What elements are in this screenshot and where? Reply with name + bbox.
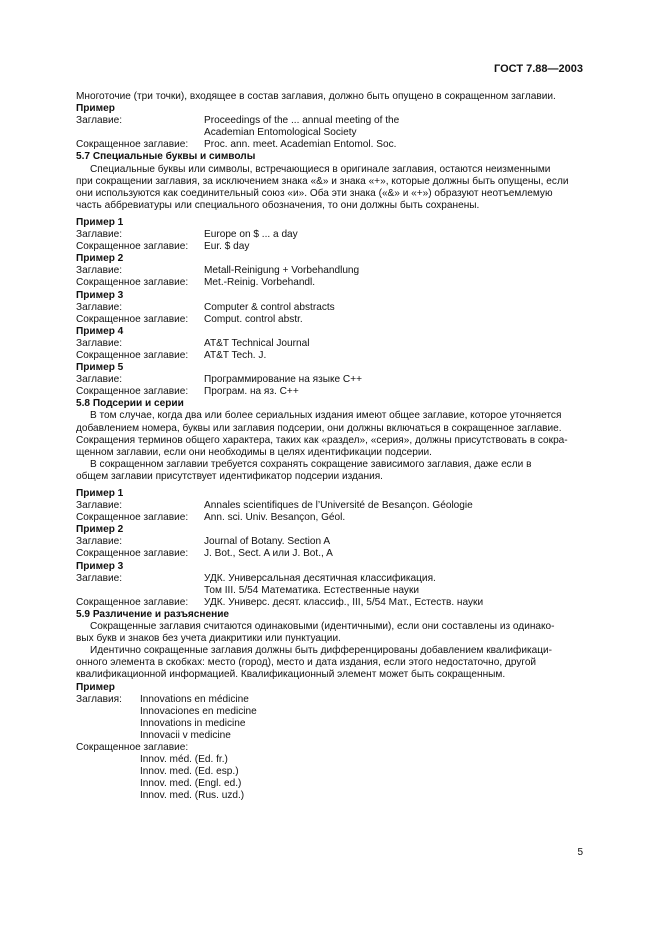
example-label: Пример 2 — [76, 524, 124, 536]
title-item: Innovations in medicine — [140, 717, 246, 729]
title-item: Innovaciones en medicine — [140, 705, 257, 717]
example-label: Пример 1 — [76, 216, 124, 228]
row-value: Ann. sci. Univ. Besançon, Géol. — [204, 512, 346, 524]
example-row — [76, 536, 585, 548]
row-key: Сокращенное заглавие: — [76, 139, 189, 151]
titles-list — [140, 694, 257, 742]
section-5-7-examples — [76, 217, 585, 398]
text-line: Идентично сокращенные заглавия должны быть дифференцированы добавлением квалификаци- — [90, 645, 552, 657]
example-label: Пример 3 — [76, 289, 124, 301]
row-key: Заглавие: — [76, 337, 123, 349]
row-key: Сокращенное заглавие: — [76, 313, 189, 325]
section-5-7-paragraph — [76, 164, 585, 212]
section-5-8-paragraph-2 — [76, 459, 585, 483]
example-row — [76, 115, 585, 139]
text-line: Сокращенные заглавия считаются одинаковыми (идентичными), если они составлены из одинако- — [90, 621, 555, 633]
short-title-item: Innov. med. (Ed. esp.) — [140, 766, 239, 778]
section-5-9-paragraph-1 — [76, 621, 585, 645]
example-row — [76, 302, 585, 314]
row-value: J. Bot., Sect. A или J. Bot., A — [204, 548, 333, 560]
text-line: добавлением номера, буквы или заглавия подсерии, они должны включаться в сокращенное заглавие. — [76, 422, 562, 434]
short-titles-label: Сокращенное заглавие: — [76, 741, 189, 753]
short-title-item: Innov. med. (Rus. uzd.) — [140, 790, 245, 802]
row-key: Заглавие: — [76, 265, 123, 277]
example-row — [76, 277, 585, 289]
row-key: Сокращенное заглавие: — [76, 548, 189, 560]
section-5-8-paragraph-1 — [76, 410, 585, 458]
intro-paragraph: Многоточие (три точки), входящее в состав заглавия, должно быть опущено в сокращенном заглавии. — [76, 91, 556, 102]
row-key: Заглавие: — [76, 115, 123, 127]
example-row — [76, 573, 585, 597]
text-line: В сокращенном заглавии требуется сохранять сокращение зависимого заглавия, даже если в — [90, 458, 532, 470]
row-key: Заглавие: — [76, 301, 123, 313]
section-title-5-7: 5.7 Специальные буквы и символы — [76, 151, 256, 163]
row-key: Сокращенное заглавие: — [76, 241, 189, 253]
row-key: Заглавие: — [76, 500, 123, 512]
title-item: Innovations en médicine — [140, 693, 249, 705]
example-label: Пример 4 — [76, 325, 124, 337]
section-title-5-9: 5.9 Различение и разъяснение — [76, 608, 230, 620]
example-label: Пример — [76, 103, 115, 115]
row-key: Сокращенное заглавие: — [76, 349, 189, 361]
example-label: Пример — [76, 681, 115, 693]
row-key: Заглавие: — [76, 536, 123, 548]
text-line: щенном заглавии, если они необходимы в целях идентификации подсерии. — [76, 446, 432, 458]
row-key: Заглавие: — [76, 572, 123, 584]
row-value: Eur. $ day — [204, 241, 250, 253]
text-line: вых букв и знаков без учета диакритики или пунктуации. — [76, 633, 341, 645]
example-label: Пример 3 — [76, 560, 124, 572]
example-label: Пример 2 — [76, 253, 124, 265]
row-key: Сокращенное заглавие: — [76, 386, 189, 398]
example-row — [76, 229, 585, 241]
text-line: В том случае, когда два или более сериальных издания имеют общее заглавие, которое уточняется — [90, 410, 562, 422]
example-row — [76, 241, 585, 253]
titles-block — [76, 694, 585, 742]
row-value — [204, 115, 585, 139]
row-value-line: Proceedings of the ... annual meeting of the — [204, 115, 400, 127]
example-row — [76, 597, 585, 609]
text-line: часть аббревиатуры или специального обозначения, то они должны быть сохранены. — [76, 199, 480, 211]
example-row — [76, 500, 585, 512]
example-row — [76, 139, 585, 151]
row-value: Europe on $ ... a day — [204, 229, 298, 241]
row-value: Met.-Reinig. Vorbehandl. — [204, 277, 316, 289]
row-value: Journal of Botany. Section A — [204, 536, 331, 548]
document-id: ГОСТ 7.88—2003 — [494, 63, 583, 75]
row-value: AT&T Technical Journal — [204, 337, 310, 349]
page-number: 5 — [577, 847, 583, 858]
row-value-line: УДК. Универсальная десятичная классификация. — [204, 572, 436, 584]
row-value-line: Том III. 5/54 Математика. Естественные науки — [204, 584, 420, 596]
row-value: Metall-Reinigung + Vorbehandlung — [204, 265, 360, 277]
row-value: Comput. control abstr. — [204, 313, 303, 325]
section-5-9-paragraph-2 — [76, 645, 585, 681]
example-row — [76, 386, 585, 398]
example-label: Пример 1 — [76, 488, 124, 499]
title-item: Innovacii v medicine — [140, 729, 231, 741]
text-line: Специальные буквы или символы, встречающиеся в оригинале заглавия, остаются неизменными — [90, 163, 551, 175]
row-value — [204, 573, 585, 597]
row-key: Сокращенное заглавие: — [76, 512, 189, 524]
row-value: Програм. на яз. C++ — [204, 386, 299, 398]
example-row — [76, 338, 585, 350]
row-key: Заглавие: — [76, 229, 123, 241]
row-value-line: Academian Entomological Society — [204, 127, 357, 139]
section-5-8-examples — [76, 488, 585, 609]
row-key: Сокращенное заглавие: — [76, 277, 189, 289]
row-key: Заглавие: — [76, 374, 123, 386]
row-value: УДК. Универс. десят. классиф., III, 5/54 Мат., Естеств. науки — [204, 596, 484, 608]
page-body — [76, 91, 585, 802]
example-row — [76, 350, 585, 362]
row-value: AT&T Tech. J. — [204, 349, 267, 361]
example-row — [76, 265, 585, 277]
text-line: квалификационной информацией. Квалификационный элемент может быть сокращенным. — [76, 669, 506, 681]
example-label: Пример 5 — [76, 362, 124, 374]
row-value: Программирование на языке C++ — [204, 374, 362, 386]
example-row — [76, 512, 585, 524]
text-line: они используются как соединительный союз «и». Оба эти знака («&» и «+») образуют неотъемлемую — [76, 187, 553, 199]
example-row — [76, 314, 585, 326]
short-title-item: Innov. med. (Engl. ed.) — [140, 778, 242, 790]
row-value: Computer & control abstracts — [204, 301, 335, 313]
text-line: при сокращении заглавия, за исключением знака «&» и знака «+», которые должны быть опущены, если — [76, 175, 569, 187]
example-row — [76, 548, 585, 560]
text-line: общем заглавии присутствует идентификатор подсерии издания. — [76, 470, 383, 482]
row-value: Proc. ann. meet. Academian Entomol. Soc. — [204, 139, 397, 151]
text-line: Сокращения терминов общего характера, таких как «раздел», «серия», должны присутствовать в сокра- — [76, 434, 568, 446]
titles-label: Заглавия: — [76, 693, 122, 705]
row-key: Сокращенное заглавие: — [76, 596, 189, 608]
section-title-5-8: 5.8 Подсерии и серии — [76, 398, 184, 410]
row-value: Annales scientifiques de l’Université de Besançon. Géologie — [204, 500, 473, 512]
short-titles-list — [76, 754, 585, 802]
example-row — [76, 374, 585, 386]
text-line: онного элемента в скобках: место (город), место и дата издания, если этого недостаточно, другой — [76, 657, 537, 669]
short-title-item: Innov. méd. (Ed. fr.) — [140, 754, 228, 766]
